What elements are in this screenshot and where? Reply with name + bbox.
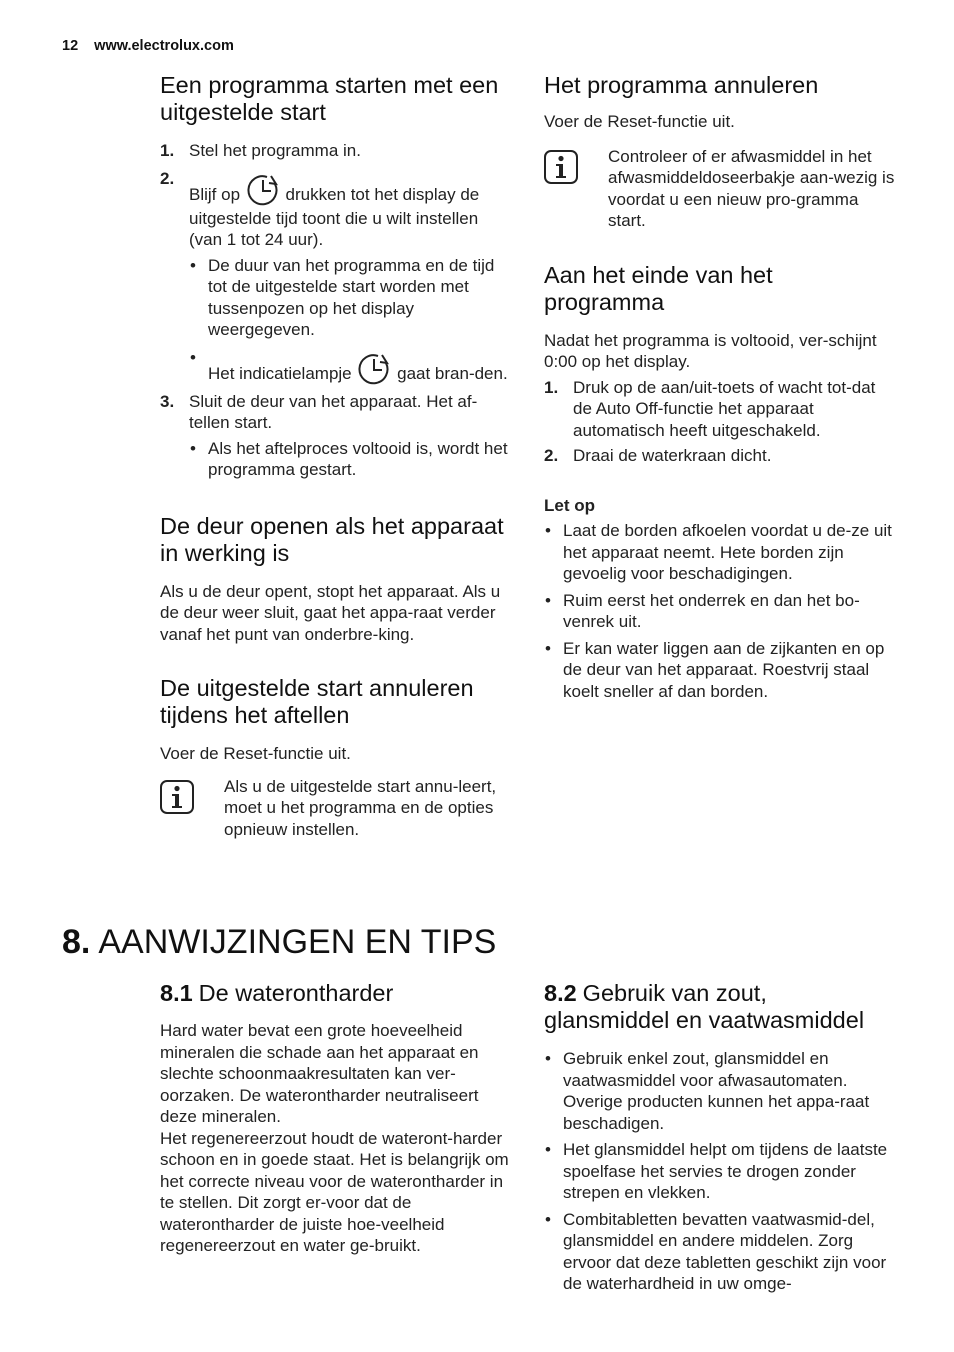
delay-start-clock-icon (356, 351, 392, 387)
step-text: Draai de waterkraan dicht. (573, 446, 772, 465)
delay-start-clock-icon (245, 172, 281, 208)
paragraph: Nadat het programma is voltooid, ver-schijnt 0:00 op het display. (544, 330, 877, 371)
paragraph: Hard water bevat een grote hoeveelheid mineralen die schade aan het apparaat en slechte schoonmaakresultaten kan ver-oorzaken. De waterontharder neutraliseert deze mineralen. (160, 1021, 479, 1126)
bullet-text: Er kan water liggen aan de zijkanten en op de deur van het apparaat. Roestvrij staal koelt sneller af dan borden. (563, 638, 885, 701)
bullet-item: • Er kan water liggen aan de zijkanten en op de deur van het apparaat. Roestvrij staal koelt sneller af dan borden. (545, 638, 885, 701)
bullet-text: Het indicatielampje (208, 363, 352, 383)
info-note (160, 776, 512, 841)
section-title-text: Gebruik van zout, glansmiddel en vaatwasmiddel (544, 980, 865, 1033)
bullet-text: gaat bran-den. (397, 363, 508, 383)
step-number: 1. (544, 377, 559, 397)
paragraph: Voer de Reset-functie uit. (544, 112, 735, 131)
step-2 (160, 168, 512, 251)
step-1 (544, 377, 896, 442)
chapter-title-text: AANWIJZINGEN EN TIPS (98, 923, 497, 961)
section-title: De deur openen als het apparaat in werking is (160, 512, 504, 566)
step-1 (160, 140, 512, 162)
step-text: Sluit de deur van het apparaat. Het af-tellen start. (189, 391, 478, 432)
bullet-text: Laat de borden afkoelen voordat u de-ze uit het apparaat neemt. Hete borden zijn gevoelig voor beschadigingen. (563, 521, 892, 583)
bullet-text: Ruim eerst het onderrek en dan het bo-venrek uit. (563, 590, 860, 631)
section-number: 8.1 (160, 980, 193, 1006)
step-text: Blijf op (189, 184, 241, 204)
paragraph: Als u de deur opent, stopt het apparaat. Als u de deur weer sluit, gaat het appa-raat verder vanaf het punt van onderbre-king. (160, 581, 501, 644)
section-8-1 (160, 980, 512, 1257)
bullet-item: • Als het aftelproces voltooid is, wordt het programma gestart. (190, 438, 508, 479)
step-number: 2. (160, 168, 175, 188)
section-title (544, 980, 896, 1034)
section-8-2 (544, 980, 896, 1295)
step-number: 1. (160, 141, 175, 160)
bullet-text: Het glansmiddel helpt om tijdens de laatste spoelfase het servies te drogen zonder strepen en vlekken. (563, 1140, 888, 1202)
info-icon (544, 150, 578, 184)
bullet-text: Als het aftelproces voltooid is, wordt het programma gestart. (208, 438, 508, 479)
paragraph: Het regenereerzout houdt de wateront-harder schoon en in goede staat. Het is belangrijk om het correcte niveau voor de waterontharder in te stellen. Dit zorgt er-voor dat de waterontharder de juiste hoe-veelheid regenereerzout en water ge-bruikt. (160, 1128, 509, 1255)
section-title: Het programma annuleren (544, 72, 819, 98)
step-text: Druk op de aan/uit-toets of wacht tot-dat de Auto Off-functie het apparaat automatisch heeft uitgeschakeld. (573, 377, 876, 440)
info-icon (160, 780, 194, 814)
bullet-item: • Laat de borden afkoelen voordat u de-ze uit het apparaat neemt. Hete borden zijn gevoelig voor beschadigingen. (545, 521, 892, 583)
step-text: drukken tot het display de uitgestelde tijd toont die u wilt instellen (van 1 tot 24 uur). (189, 184, 480, 249)
step-2 (544, 445, 896, 467)
section-title: Een programma starten met een uitgestelde start (160, 72, 499, 125)
section-title (160, 980, 512, 1007)
step-number: 2. (544, 446, 559, 465)
section-title: Aan het einde van het programma (544, 261, 773, 315)
chapter-title (62, 922, 496, 962)
chapter-number: 8. (62, 923, 91, 961)
step-3 (160, 391, 512, 434)
bullet-item: • De duur van het programma en de tijd tot de uitgestelde start worden met tussenpozen op het display weergegeven. (190, 255, 495, 339)
info-note (544, 146, 896, 232)
page-number: 12 (62, 38, 79, 54)
bullet-item: • Ruim eerst het onderrek en dan het bo-venrek uit. (545, 590, 860, 631)
page-header (62, 38, 234, 54)
bullet-item: • Gebruik enkel zout, glansmiddel en vaatwasmiddel voor afwasautomaten. Overige producten kunnen het appa-raat beschadigen. (545, 1049, 870, 1133)
info-text: Controleer of er afwasmiddel in het afwasmiddeldoseerbakje aan-wezig is voordat u een nieuw pro-gramma start. (608, 146, 895, 230)
bullet-text: Gebruik enkel zout, glansmiddel en vaatwasmiddel voor afwasautomaten. Overige producten kunnen het appa-raat beschadigen. (563, 1049, 870, 1133)
section-title-text: De waterontharder (198, 980, 394, 1006)
bullet-item: • Combitabletten bevatten vaatwasmid-del, glansmiddel en andere middelen. Zorg ervoor dat deze tabletten geschikt zijn voor de waterhardheid in uw omge- (545, 1209, 887, 1293)
site-url: www.electrolux.com (94, 38, 234, 54)
bullet-text: De duur van het programma en de tijd tot de uitgestelde start worden met tussenpozen op het display weergegeven. (208, 255, 495, 339)
note-heading: Let op (544, 495, 595, 515)
step-text: Stel het programma in. (189, 141, 361, 160)
info-text: Als u de uitgestelde start annu-leert, moet u het programma en de opties opnieuw instellen. (224, 776, 497, 839)
bullet-item: • Het glansmiddel helpt om tijdens de laatste spoelfase het servies te drogen zonder strepen en vlekken. (545, 1140, 888, 1202)
bullet-text: Combitabletten bevatten vaatwasmid-del, glansmiddel en andere middelen. Zorg ervoor dat deze tabletten geschikt zijn voor de waterhardheid in uw omge- (563, 1209, 887, 1293)
section-number: 8.2 (544, 980, 577, 1006)
bullet-item: • Het indicatielampje gaat bran-den. (189, 347, 512, 387)
section-title: De uitgestelde start annuleren tijdens het aftellen (160, 675, 474, 728)
paragraph: Voer de Reset-functie uit. (160, 744, 351, 763)
left-column (160, 72, 512, 840)
right-column (544, 72, 896, 702)
step-number: 3. (160, 391, 175, 411)
